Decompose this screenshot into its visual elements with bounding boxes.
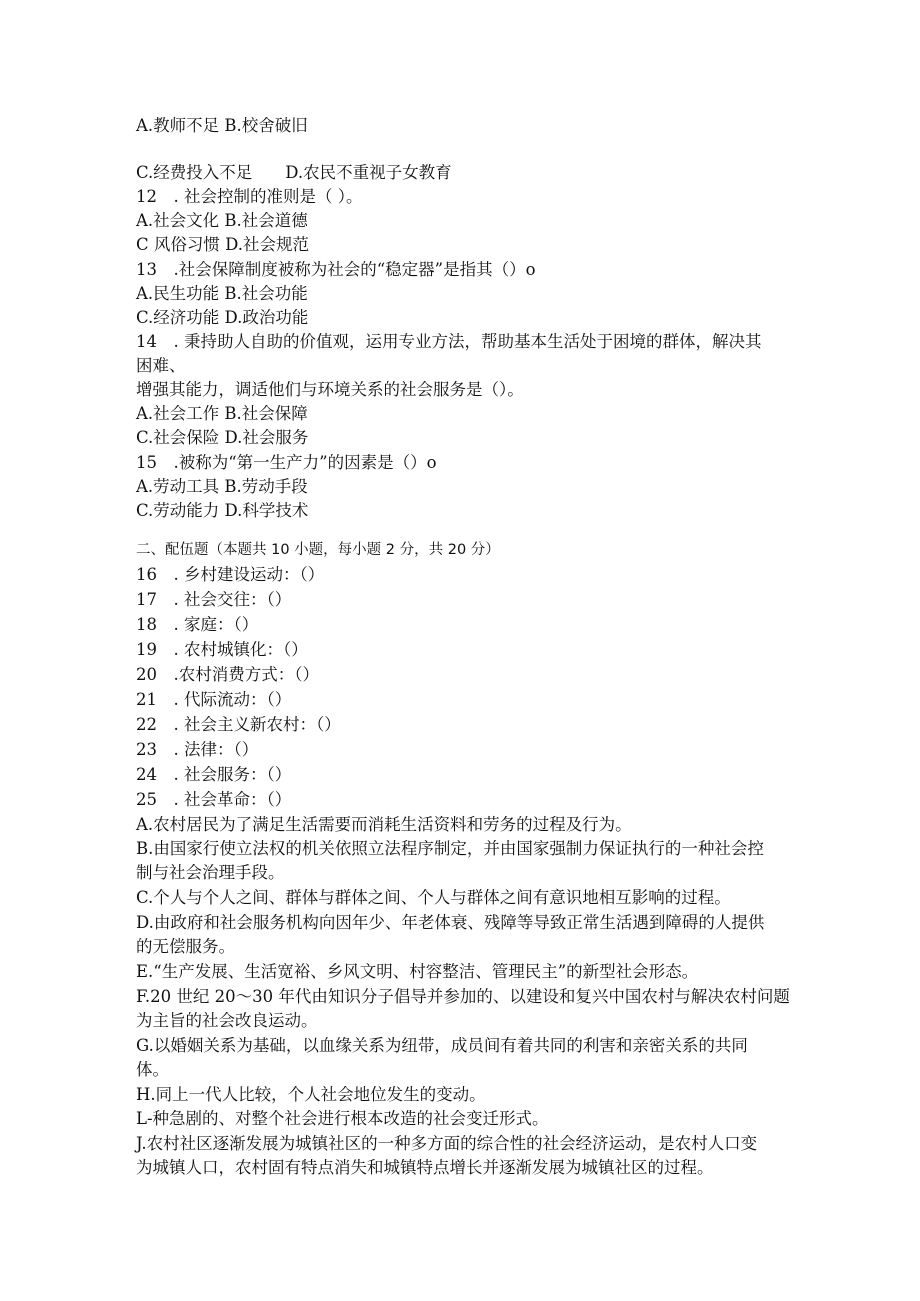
q15-options-ab: A.劳动工具 B.劳动手段: [136, 477, 308, 496]
option-f-line1: F.20 世纪 20～30 年代由知识分子倡导并参加的、以建设和复兴中国农村与解决农村问题: [136, 987, 790, 1006]
option-b-line1: B.由国家行使立法权的机关依照立法程序制定，并由国家强制力保证执行的一种社会控: [136, 839, 764, 858]
q14-options-ab: A.社会工作 B.社会保障: [136, 404, 308, 423]
option-a: A.农村居民为了满足生活需要而消耗生活资料和劳务的过程及行为。: [136, 815, 632, 834]
option-c: C.个人与个人之间、群体与群体之间、个人与群体之间有意识地相互影响的过程。: [136, 888, 731, 907]
option-f-line2: 为主旨的社会改良运动。: [136, 1011, 318, 1030]
q11-options-cd: C.经费投入不足 D.农民不重视子女教育: [136, 163, 452, 182]
option-g-line2: 体。: [136, 1060, 169, 1079]
q14-question-line3: 增强其能力，调适他们与环境关系的社会服务是（）。: [136, 380, 524, 399]
q13-options-ab: A.民生功能 B.社会功能: [136, 284, 308, 303]
q13-options-cd: C.经济功能 D.政治功能: [136, 308, 309, 327]
option-b-line2: 制与社会治理手段。: [136, 863, 285, 882]
option-e: E.“生产发展、生活宽裕、乡风文明、村容整洁、管理民主”的新型社会形态。: [136, 962, 699, 981]
option-g-line1: G.以婚姻关系为基础，以血缘关系为纽带，成员间有着共同的利害和亲密关系的共同: [136, 1036, 748, 1055]
q24: 24 . 社会服务：（）: [136, 765, 292, 784]
q12-options-ab: A.社会文化 B.社会道德: [136, 211, 308, 230]
q22: 22 . 社会主义新农村：（）: [136, 715, 341, 734]
q17: 17 . 社会交往：（）: [136, 590, 292, 609]
q15-question: 15 .被称为“第一生产力”的因素是（）o: [136, 453, 437, 472]
option-d-line2: 的无偿服务。: [136, 937, 235, 956]
q12-options-cd: C 风俗习惯 D.社会规范: [136, 235, 310, 254]
q20: 20 .农村消费方式：（）: [136, 665, 319, 684]
q12-question: 12 . 社会控制的准则是（ ）。: [136, 187, 363, 206]
q15-options-cd: C.劳动能力 D.科学技术: [136, 501, 309, 520]
option-d-line1: D.由政府和社会服务机构向因年少、年老体衰、残障等导致正常生活遇到障碍的人提供: [136, 913, 765, 932]
q14-question-line2: 困难、: [136, 356, 186, 375]
option-i: L-种急剧的、对整个社会进行根本改造的社会变迁形式。: [136, 1109, 549, 1128]
q11-options-ab: A.教师不足 B.校舍破旧: [136, 116, 308, 135]
option-j-line2: 为城镇人口，农村固有特点消失和城镇特点增长并逐渐发展为城镇社区的过程。: [136, 1158, 714, 1177]
option-j-line1: J.农村社区逐渐发展为城镇社区的一种多方面的综合性的社会经济运动，是农村人口变: [136, 1134, 758, 1153]
q14-options-cd: C.社会保险 D.社会服务: [136, 428, 309, 447]
q23: 23 . 法律：（）: [136, 740, 259, 759]
section-heading-matching: 二、配伍题（本题共 10 小题，每小题 2 分，共 20 分）: [136, 542, 500, 558]
q14-question-line1: 14 . 秉持助人自助的价值观，运用专业方法，帮助基本生活处于困境的群体，解决其: [136, 332, 762, 351]
q25: 25 . 社会革命：（）: [136, 790, 292, 809]
q18: 18 . 家庭：（）: [136, 615, 259, 634]
q16: 16 . 乡村建设运动：（）: [136, 565, 325, 584]
q13-question: 13 .社会保障制度被称为社会的“稳定器”是指其（）o: [136, 260, 536, 279]
q19: 19 . 农村城镇化：（）: [136, 640, 308, 659]
q21: 21 . 代际流动：（）: [136, 690, 292, 709]
option-h: H.同上一代人比较，个人社会地位发生的变动。: [136, 1085, 486, 1104]
